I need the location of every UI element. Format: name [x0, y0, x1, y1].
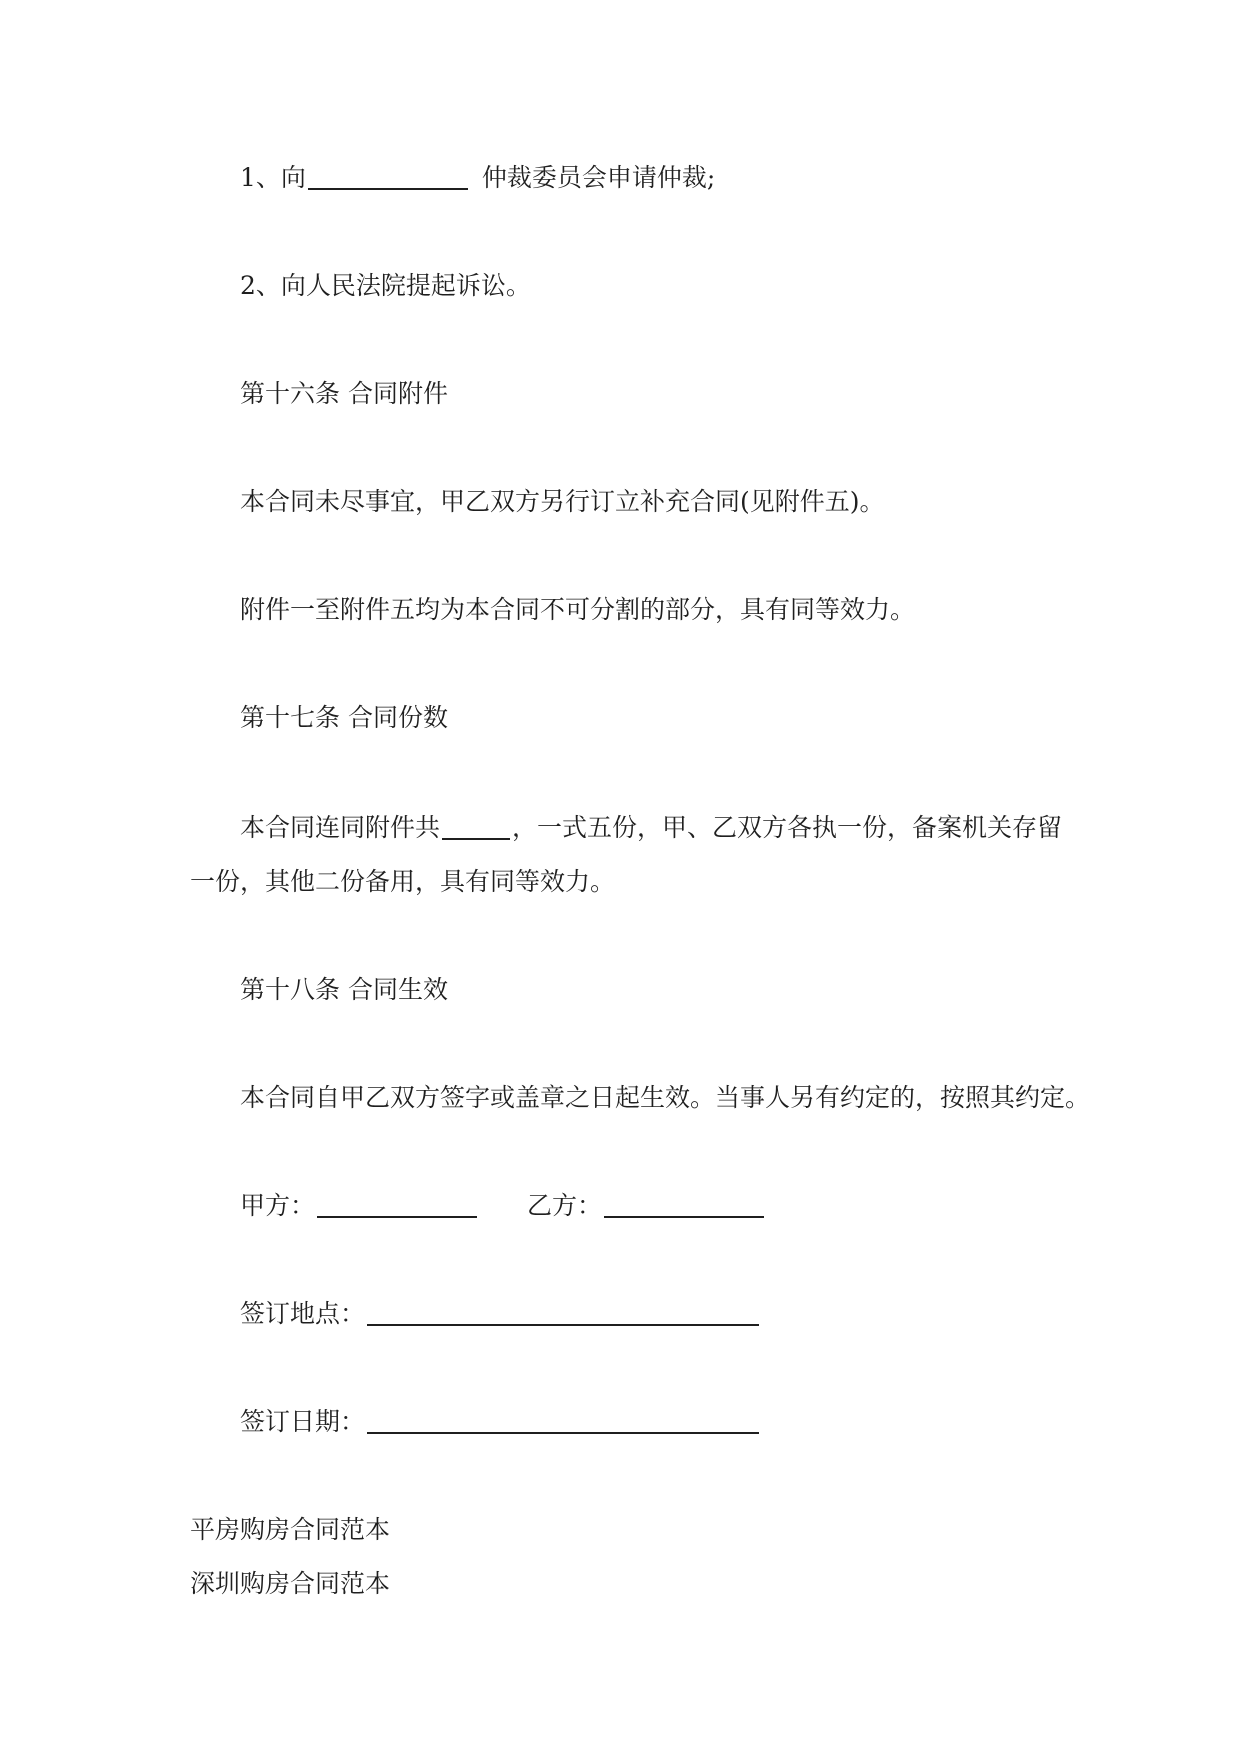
clause-litigation: 2、向人民法院提起诉讼。	[240, 271, 531, 300]
article-17-suffix: ，一式五份，甲、乙双方各执一份，备案机关存留	[512, 813, 1063, 842]
party-b-label: 乙方：	[527, 1191, 603, 1220]
signing-date-label: 签订日期：	[240, 1407, 366, 1436]
article-16-paragraph-2: 附件一至附件五均为本合同不可分割的部分，具有同等效力。	[240, 595, 916, 624]
arbitration-committee-blank[interactable]	[308, 166, 468, 190]
page-count-blank[interactable]	[442, 816, 510, 840]
party-a-label: 甲方：	[240, 1191, 316, 1220]
signing-date	[240, 1406, 761, 1438]
party-b-blank[interactable]	[604, 1194, 764, 1218]
party-signatures	[240, 1190, 766, 1222]
article-17-continuation: 一份，其他二份备用，具有同等效力。	[190, 867, 616, 896]
article-18-title: 第十八条 合同生效	[240, 975, 448, 1004]
article-16-paragraph-1: 本合同未尽事宜，甲乙双方另行订立补充合同(见附件五)。	[240, 487, 885, 516]
article-17-prefix: 本合同连同附件共	[240, 813, 441, 842]
signing-date-blank[interactable]	[367, 1410, 759, 1434]
article-18-paragraph: 本合同自甲乙双方签字或盖章之日起生效。当事人另有约定的，按照其约定。	[240, 1083, 1091, 1112]
party-a-blank[interactable]	[317, 1194, 477, 1218]
related-link-2[interactable]: 深圳购房合同范本	[190, 1569, 391, 1598]
signing-place	[240, 1298, 761, 1330]
clause-arbitration-suffix: 仲裁委员会申请仲裁;	[481, 163, 716, 192]
clause-arbitration-prefix: 1、向	[240, 163, 306, 192]
article-17-paragraph	[240, 812, 1062, 844]
signing-place-blank[interactable]	[367, 1302, 759, 1326]
article-17-title: 第十七条 合同份数	[240, 703, 448, 732]
signing-place-label: 签订地点：	[240, 1299, 366, 1328]
clause-arbitration	[240, 162, 715, 194]
related-link-1[interactable]: 平房购房合同范本	[190, 1515, 391, 1544]
article-16-title: 第十六条 合同附件	[240, 379, 448, 408]
